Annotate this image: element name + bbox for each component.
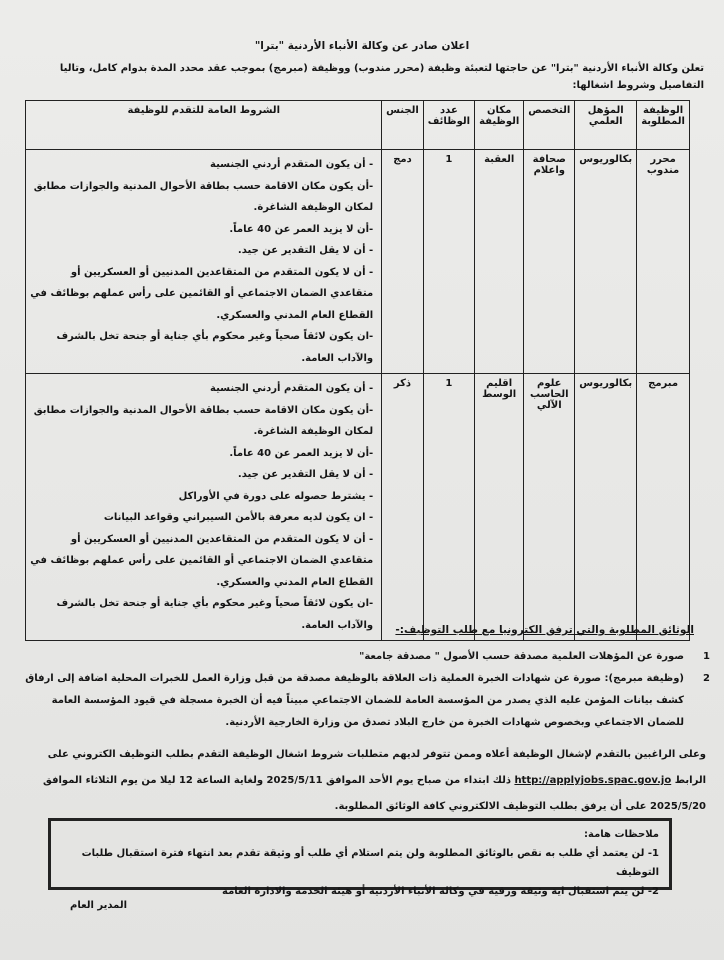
apply-text: وعلى الراغبين بالتقدم لإشغال الوظيفة أعلاه وممن تتوفر لديهم متطلبات شروط اشغال الوظيفة التقدم بطلب التوظيف الكتروني على الرابط (47, 749, 706, 786)
apply-dates: ذلك ابتداء من صباح يوم الأحد الموافق 2025/5/11 ولغاية الساعة 12 ليلا من يوم الثلاثاء الموافق 2025/5/20 على أن يرفق بطلب التوظيف الالكتروني كافة الوثائق المطلوبة. (42, 775, 706, 812)
condition-line: القطاع العام المدني والعسكري. (216, 576, 374, 588)
table-row (26, 374, 690, 641)
header-gender: الجنس (382, 101, 424, 150)
note-number: 1- (647, 848, 659, 859)
document-number: 1 (703, 651, 710, 662)
cell-qualification: بكالوريوس (575, 150, 637, 374)
note-text: لن يعتمد أي طلب به نقص بالوثائق المطلوبة ولن يتم استلام أي طلب أو وثيقة تقدم بعد انتهاء فترة استقبال طلبات التوظيف (81, 848, 659, 878)
table-header-row (26, 101, 690, 150)
note-number: 2- (647, 886, 659, 897)
document-item (20, 668, 710, 734)
application-instructions (16, 742, 706, 820)
note-item (61, 882, 659, 901)
condition-line: -أن لا يزيد العمر عن 40 عاماً. (229, 223, 374, 235)
signature-title: المدير العام (70, 900, 128, 911)
condition-line: - يشترط حصوله على دورة في الأوراكل (178, 490, 374, 502)
table-row (26, 150, 690, 374)
condition-line: - أن لا يكون المتقدم من المتقاعدين المدنيين أو العسكريين أو (70, 533, 374, 545)
cell-job: محرر مندوب (637, 150, 690, 374)
cell-qualification: بكالوريوس (575, 374, 637, 641)
header-specialty: التخصص (524, 101, 575, 150)
announcement-intro: تعلن وكالة الأنباء الأردنية "بترا" عن حاجتها لتعبئة وظيفة (محرر مندوب) ووظيفة (مبرمج) بموجب عقد محدد المدة بدوام كامل، وتاليا التفاصيل وشروط اشغالها: (59, 63, 704, 91)
condition-line: لمكان الوظيفة الشاغرة. (253, 202, 374, 213)
document-text: صورة عن المؤهلات العلمية مصدقة حسب الأصول " مصدقة جامعة" (359, 651, 684, 662)
announcement-title: اعلان صادر عن وكالة الأنباء الأردنية "بترا" (254, 40, 470, 52)
condition-line: - أن لا يكون المتقدم من المتقاعدين المدنيين أو العسكريين أو (70, 266, 374, 278)
condition-line: -أن يكون مكان الاقامة حسب بطاقة الأحوال المدنية والجوازات مطابق (33, 404, 374, 416)
jobs-table (25, 100, 690, 641)
condition-line: متقاعدي الضمان الاجتماعي أو القائمين على رأس عملهم بوظائف في (30, 555, 374, 566)
note-text: لن يتم استقبال اية وثيقة ورقية في وكالة الأنباء الأردنية أو هيئة الخدمة والادارة العامة (222, 886, 645, 897)
condition-line: -ان يكون لائقاً صحياً وغير محكوم بأي جناية أو جنحة تخل بالشرف (56, 331, 374, 342)
condition-line: - ان يكون لديه معرفة بالأمن السيبراني وقواعد البيانات (103, 512, 374, 523)
condition-line: والآداب العامة. (301, 619, 374, 631)
condition-line: - أن يكون المتقدم أردني الجنسية (210, 159, 374, 170)
condition-line: لمكان الوظيفة الشاغرة. (253, 426, 374, 437)
header-conditions: الشروط العامة للتقدم للوظيفة (26, 101, 382, 150)
note-item (61, 844, 659, 882)
cell-specialty: علوم الحاسب الآلي (524, 374, 575, 641)
document-text: (وظيفة مبرمج): صورة عن شهادات الخبرة العملية ذات العلاقة بالوظيفة مصدقة من قبل وزارة العمل للخبرات المحلية اضافة إلى ارفاق كشف بيانات المؤمن عليه الذي يصدر من المؤسسة العامة للضمان الاجتماعي مبيناً فيه أن الخبرة مسجلة في قيود المؤسسة العامة للضمان الاجتماعي وبخصوص شهادات الخبرة من خارج البلاد تصدق من وزارة الخارجية الأردنية. (25, 673, 684, 728)
cell-gender: دمج (382, 150, 424, 374)
cell-count: 1 (423, 150, 474, 374)
cell-job: مبرمج (637, 374, 690, 641)
document-number: 2 (703, 673, 710, 684)
header-count: عدد الوظائف (423, 101, 474, 150)
apply-link[interactable]: http://applyjobs.spac.gov.jo (514, 775, 672, 786)
cell-conditions (26, 150, 382, 374)
condition-line: - أن يكون المتقدم أردني الجنسية (210, 383, 374, 394)
important-notes-box (48, 818, 672, 897)
condition-line: -أن لا يزيد العمر عن 40 عاماً. (229, 447, 374, 459)
cell-count: 1 (423, 374, 474, 641)
header-qualification: المؤهل العلمي (575, 101, 637, 150)
condition-line: متقاعدي الضمان الاجتماعي أو القائمين على رأس عملهم بوظائف في (30, 288, 374, 299)
cell-location: اقليم الوسط (475, 374, 524, 641)
notes-title: ملاحظات هامة: (584, 829, 659, 840)
cell-conditions (26, 374, 382, 641)
cell-gender: ذكر (382, 374, 424, 641)
documents-title: الوثائق المطلوبة والتي ترفق الكترونيا مع طلب التوظيف:- (395, 624, 694, 636)
document-item (20, 646, 710, 668)
condition-line: -أن يكون مكان الاقامة حسب بطاقة الأحوال المدنية والجوازات مطابق (33, 180, 374, 192)
condition-line: -ان يكون لائقاً صحياً وغير محكوم بأي جناية أو جنحة تخل بالشرف (56, 598, 374, 609)
cell-specialty: صحافة واعلام (524, 150, 575, 374)
condition-line: - أن لا يقل التقدير عن جيد. (237, 245, 374, 256)
condition-line: - أن لا يقل التقدير عن جيد. (237, 469, 374, 480)
header-job: الوظيفة المطلوبة (637, 101, 690, 150)
condition-line: القطاع العام المدني والعسكري. (216, 309, 374, 321)
header-location: مكان الوظيفة (475, 101, 524, 150)
cell-location: العقبة (475, 150, 524, 374)
condition-line: والآداب العامة. (301, 352, 374, 364)
